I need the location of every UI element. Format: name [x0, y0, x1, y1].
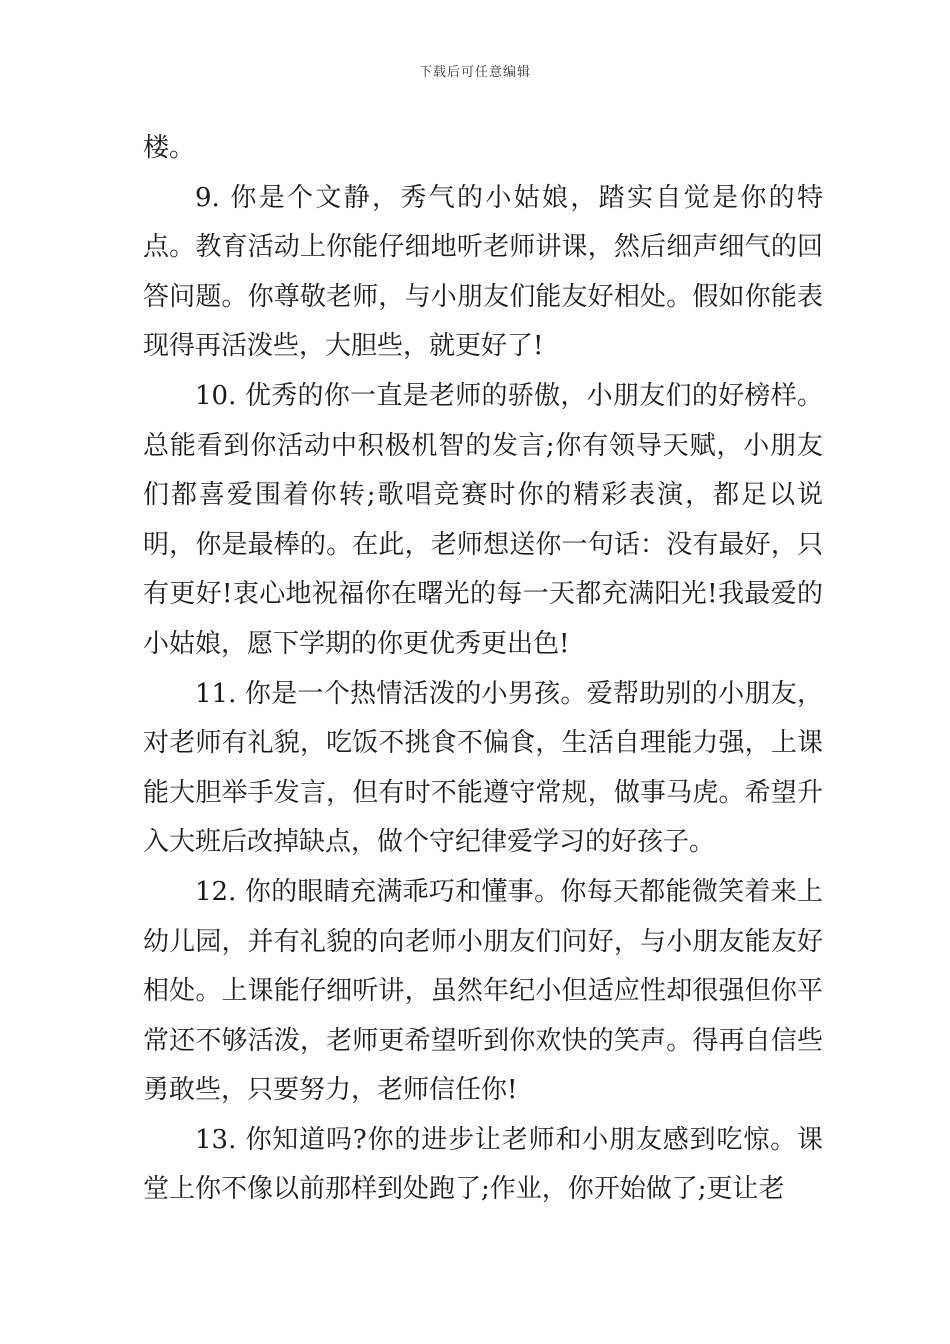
- paragraph-item-13: 13. 你知道吗?你的进步让老师和小朋友感到吃惊。课堂上你不像以前那样到处跑了;作业，你开始做了;更让老: [143, 1124, 823, 1205]
- paragraph-item-10: 10. 优秀的你一直是老师的骄傲，小朋友们的好榜样。总能看到你活动中积极机智的发言;你有领导天赋，小朋友们都喜爱围着你转;歌唱竞赛时你的精彩表演，都足以说明，你是最棒的。在此，老师想送你一句话：没有最好，只有更好!衷心地祝福你在曙光的每一天都充满阳光!我最爱的小姑娘，愿下学期的你更优秀更出色!: [143, 380, 823, 659]
- paragraph-continuation: 楼。: [143, 133, 196, 163]
- paragraph-item-12: 12. 你的眼睛充满乖巧和懂事。你每天都能微笑着来上幼儿园，并有礼貌的向老师小朋友们问好，与小朋友能友好相处。上课能仔细听讲，虽然年纪小但适应性却很强但你平常还不够活泼，老师更希望听到你欢快的笑声。得再自信些勇敢些，只要努力，老师信任你!: [143, 876, 823, 1106]
- document-body: [143, 124, 823, 1215]
- paragraph-item-9: 9. 你是个文静，秀气的小姑娘，踏实自觉是你的特点。教育活动上你能仔细地听老师讲课，然后细声细气的回答问题。你尊敬老师，与小朋友们能友好相处。假如你能表现得再活泼些，大胆些，就更好了!: [143, 182, 823, 362]
- page-header: 下载后可任意编辑: [418, 65, 531, 80]
- paragraph-item-11: 11. 你是一个热情活泼的小男孩。爱帮助别的小朋友，对老师有礼貌，吃饭不挑食不偏食，生活自理能力强，上课能大胆举手发言，但有时不能遵守常规，做事马虎。希望升入大班后改掉缺点，做个守纪律爱学习的好孩子。: [143, 678, 823, 858]
